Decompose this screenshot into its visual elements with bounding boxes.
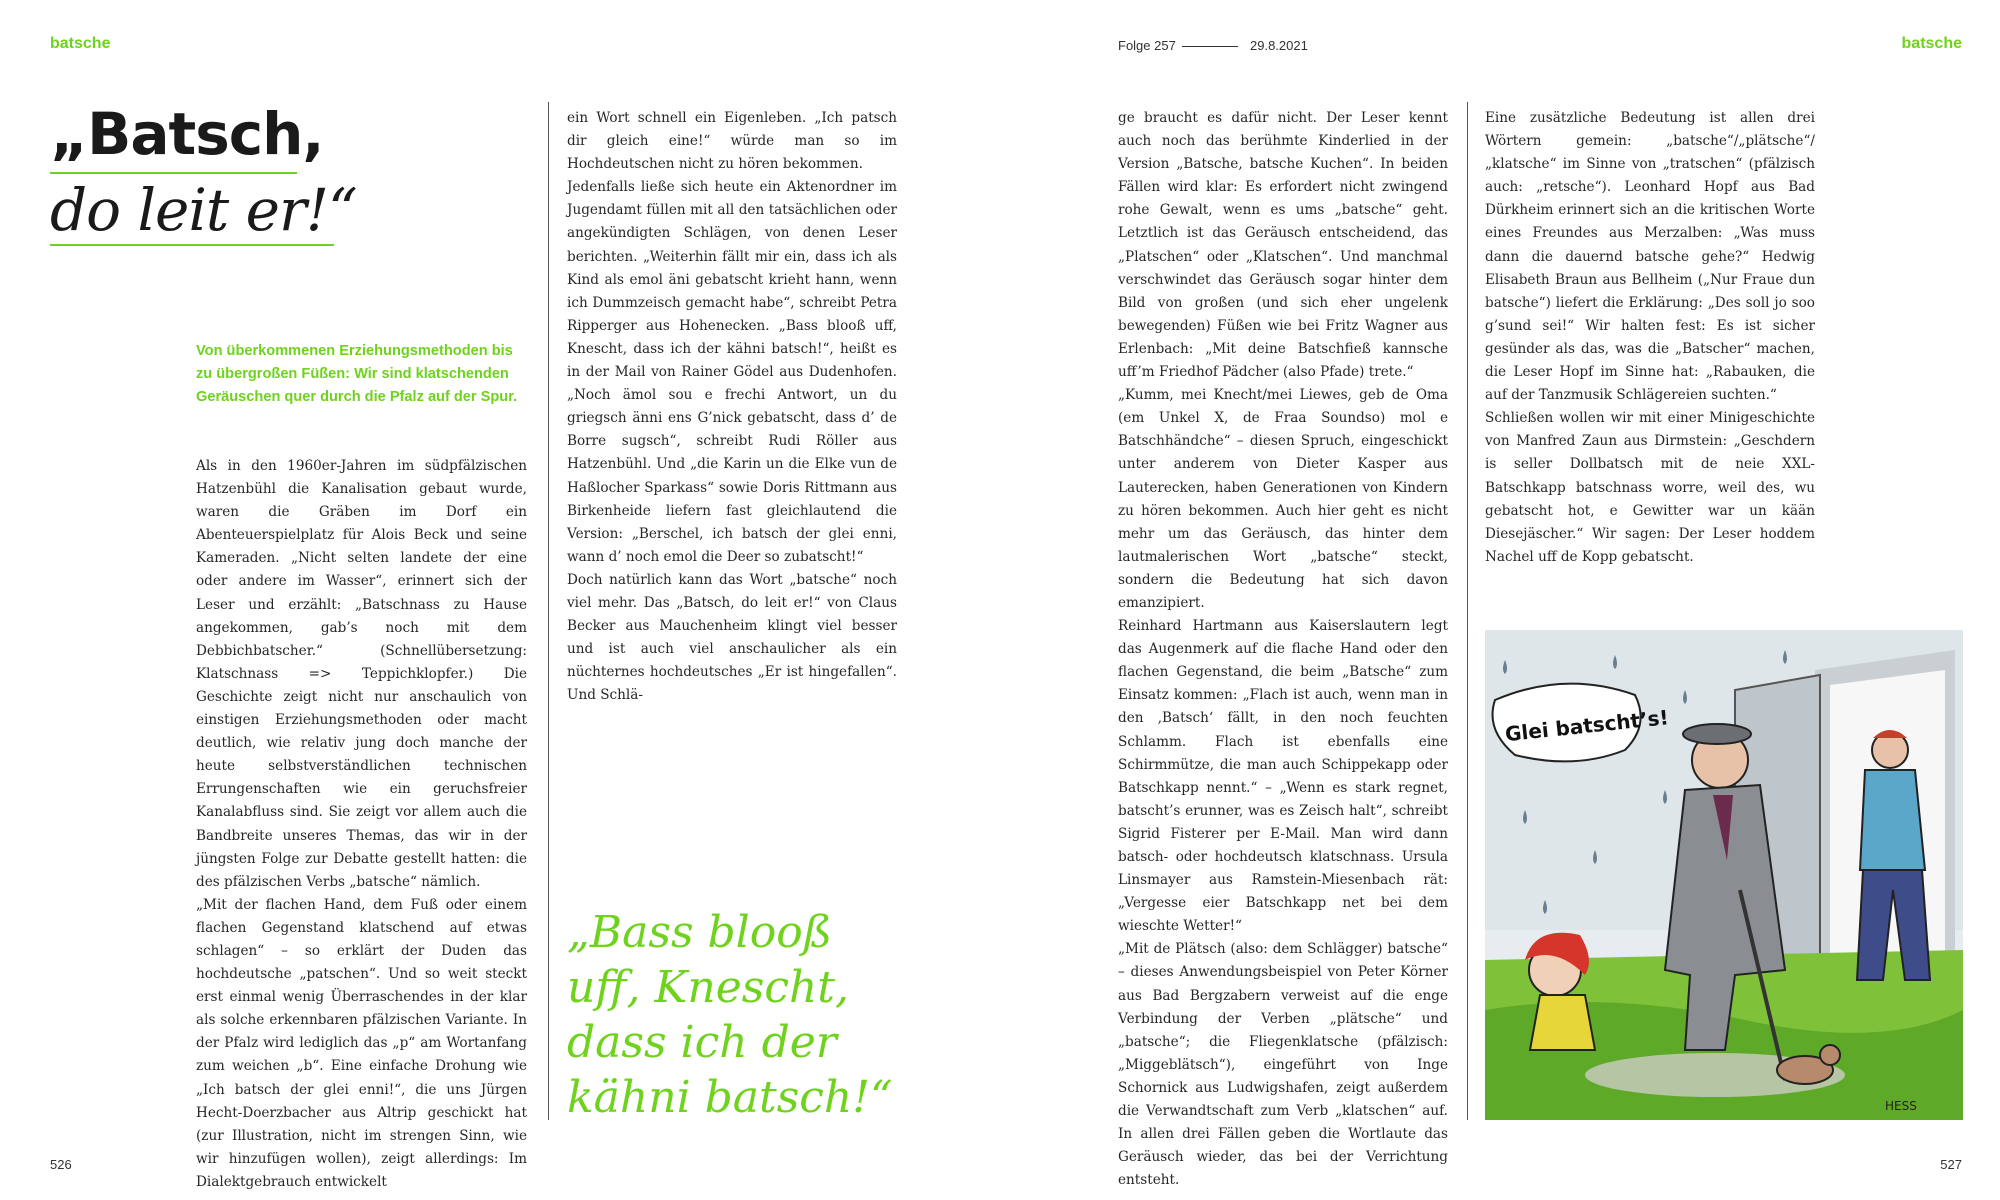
paragraph: „Mit de Plätsch (also: dem Schlägger) batsche“ – dieses Anwendungsbeispiel von Peter Körner aus Bad Bergzabern verweist auf die enge Verbindung der Verben „plätsche“ und „batsche“; die Fliegenklatsche (pfälzisch: „Miggeblätsch“), eingeführt von Inge Schornick aus Ludwigshafen, zeigt außerdem die Verwandtschaft zum Verb „klatschen“ auf. In allen drei Fällen geben die Wortlaute das Geräusch wieder, das bei der Verrichtung entsteht. [1118, 941, 1448, 1189]
paragraph: Als in den 1960er-Jahren im südpfälzischen Hatzenbühl die Kanalisation gebaut wurde, waren die Gräben im Dorf ein Abenteuerspielplatz für Alois Beck und seine Kameraden. „Nicht selten landete der eine oder andere im Wasser“, erinnert sich der Leser und erzählt: „Batschnass zu Hause angekommen, gab’s noch mit dem Debbichbatscher.“ (Schnellübersetzung: Klatschnass => Teppichklopfer.) Die Geschichte zeigt nicht nur anschaulich von einstigen Erziehungsmethoden oder macht deutlich, wie relativ jung doch manche der heute selbstverständlichen technischen Errungenschaften wie ein geruchsfreier Kanalabfluss sind. Sie zeigt vor allem auch die Bandbreite unseres Themas, das wir in der jüngsten Folge zur Debatte gestellt hatten: die des pfälzischen Verbs „batsche“ nämlich. [196, 458, 527, 890]
pull-quote: „Bass blooß uff, Knescht, dass ich der kähni batsch!“ [567, 907, 893, 1123]
paragraph: „Kumm, mei Knecht/mei Liewes, geb de Oma (em Unkel X, de Fraa Soundso) mol e Batschhändche“ – diesen Spruch, eingeschickt unter anderem von Dieter Kasper aus Lauterecken, haben Generationen von Kindern zu hören bekommen. Auch hier geht es nicht mehr um das Geräusch, das hinter dem lautmalerischen Wort „batsche“ steckt, sondern die Bedeutung hat sich davon emanzipiert. [1118, 387, 1448, 611]
article-column-3 [1118, 107, 1448, 1192]
column-rule [548, 102, 549, 1120]
paragraph: Doch natürlich kann das Wort „batsche“ noch viel mehr. Das „Batsch, do leit er!“ von Claus Becker aus Mauchenheim klingt viel besser und ist auch viel anschaulicher als ein nüchternes hochdeutsches „Er ist hingefallen“. Und Schlä- [567, 571, 897, 704]
cartoon-illustration [1485, 630, 1963, 1120]
title-underline-2 [50, 244, 334, 246]
paragraph: Schließen wollen wir mit einer Minigeschichte von Manfred Zaun aus Dirmstein: „Geschdern is seller Dollbatsch mit de neie XXL-Batschkapp batschnass worre, weil des, wu gebatscht hot, e Gewitter war un kään Diesejäscher.“ Wir sagen: Der Leser hoddem Nachel uff de Kopp gebatscht. [1485, 410, 1815, 565]
speech-bubble-text: Glei batscht’s! [1503, 705, 1670, 747]
section-label-right: batsche [1901, 35, 1962, 52]
page-number-left: 526 [50, 1157, 72, 1172]
article-column-4 [1485, 107, 1815, 569]
paragraph: Eine zusätzliche Bedeutung ist allen drei Wörtern gemein: „batsche“/„plätsche“/„klatsche“ im Sinne von „tratschen“ (pfälzisch auch: „retsche“). Leonhard Hopf aus Bad Dürkheim erinnert sich an die kritischen Worte eines Freundes aus Merzalben: „Was muss dann die dauernd batsche gehe?“ Hedwig Elisabeth Braun aus Bellheim („Nur Fraue dun batsche“) liefert die Erklärung: „Des soll jo soo g’sund sei!“ Wir halten fest: Es ist sicher gesünder als das, was die „Batscher“ machen, die Leser Hopf im Sinne hat: „Rabauken, die auf der Tanzmusik Schlägereien suchten.“ [1485, 110, 1815, 404]
article-column-1 [196, 455, 527, 1194]
artist-signature: HESS [1885, 1099, 1917, 1113]
title-underline-1 [50, 172, 297, 174]
paragraph: Reinhard Hartmann aus Kaiserslautern legt das Augenmerk auf die flache Hand oder den flachen Gegenstand, die beim „Batsche“ zum Einsatz kommen: „Flach ist auch, wenn man in den ‚Batsch‘ fällt, in den noch feuchten Schlamm. Flach ist ebenfalls eine Schirmmütze, die man auch Schippekapp oder Batschkapp nennt.“ – „Wenn es stark regnet, batscht’s erunner, was es Zeisch halt“, schreibt Sigrid Fisterer per E-Mail. Man wird dann batsch- oder hochdeutsch klatschnass. Ursula Linsmayer aus Ramstein-Miesenbach rät: „Vergesse eier Batschkapp net bei dem wieschte Wetter!“ [1118, 618, 1448, 935]
article-column-2 [567, 107, 897, 707]
lead-paragraph: Von überkommenen Erziehungsmethoden bis zu übergroßen Füßen: Wir sind klatschenden Geräuschen quer durch die Pfalz auf der Spur. [196, 343, 518, 405]
paragraph: „Mit der flachen Hand, dem Fuß oder einem flachen Gegenstand klatschend auf etwas schlagen“ – so erklärt der Duden das hochdeutsche „patschen“. Und so weit steckt erst einmal wenig Überraschendes in der klar als solche erkennbaren pfälzischen Variante. In der Pfalz wird lediglich das „p“ am Wortanfang zum weichen „b“. Eine einfache Drohung wie „Ich batsch der glei enni!“, die uns Jürgen Hecht-Doerzbacher aus Altrip geschickt hat (zur Illustration, nicht im strengen Sinn, wie wir hinzufügen wollen), zeigt allerdings: Im Dialektgebrauch entwickelt [196, 896, 527, 1190]
page-title-line-1: „Batsch, [50, 100, 324, 168]
series-label: Folge 257 [1118, 38, 1176, 53]
paragraph: ein Wort schnell ein Eigenleben. „Ich patsch dir gleich eine!“ würde man so im Hochdeutschen nicht zu hören bekommen. [567, 110, 897, 173]
page-number-right: 527 [1940, 1157, 1962, 1172]
issue-date: 29.8.2021 [1250, 38, 1308, 53]
header-divider [1182, 46, 1238, 47]
column-rule [1467, 102, 1468, 1120]
paragraph: Jedenfalls ließe sich heute ein Aktenordner im Jugendamt füllen mit all den tatsächlichen oder angekündigten Schlägen, von denen Leser berichten. „Weiterhin fällt mir ein, dass ich als Kind als emol äni gebatscht krieht hann, wenn ich Dummzeisch gemacht habe“, schreibt Petra Ripperger aus Hohenecken. „Bass blooß uff, Knescht, dass ich der kähni batsch!“, heißt es in der Mail von Rainer Gödel aus Dudenhofen. „Noch ämol sou e frechi Antwort, un du griegsch änni ens G’nick gebatscht, dass d’ de Borre sugsch“, schreibt Rudi Röller aus Hatzenbühl. Und „die Karin un die Elke vun de Haßlocher Sparkass“ sowie Doris Rittmann aus Birkenheide liefern fast gleichlautend die Version: „Berschel, ich batsch der glei enni, wann d’ noch emol die Deer so zubatscht!“ [567, 179, 897, 565]
page-title-line-2: do leit er!“ [50, 176, 357, 244]
section-label-left: batsche [50, 35, 111, 52]
paragraph: ge braucht es dafür nicht. Der Leser kennt auch noch das berühmte Kinderlied in der Version „Batsche, batsche Kuchen“. In beiden Fällen wird klar: Es erfordert nicht zwingend rohe Gewalt, wenn es ums „batsche“ geht. Letztlich ist das Geräusch entscheidend, das „Platschen“ oder „Klatschen“. Und manchmal verschwindet das Geräusch sogar hinter dem Bild von großen (und sich eher ungelenk bewegenden) Füßen wie bei Fritz Wagner aus Erlenbach: „Mit deine Batschfieß kannsche uff’m Friedhof Pädcher (also Pfade) trete.“ [1118, 110, 1448, 381]
